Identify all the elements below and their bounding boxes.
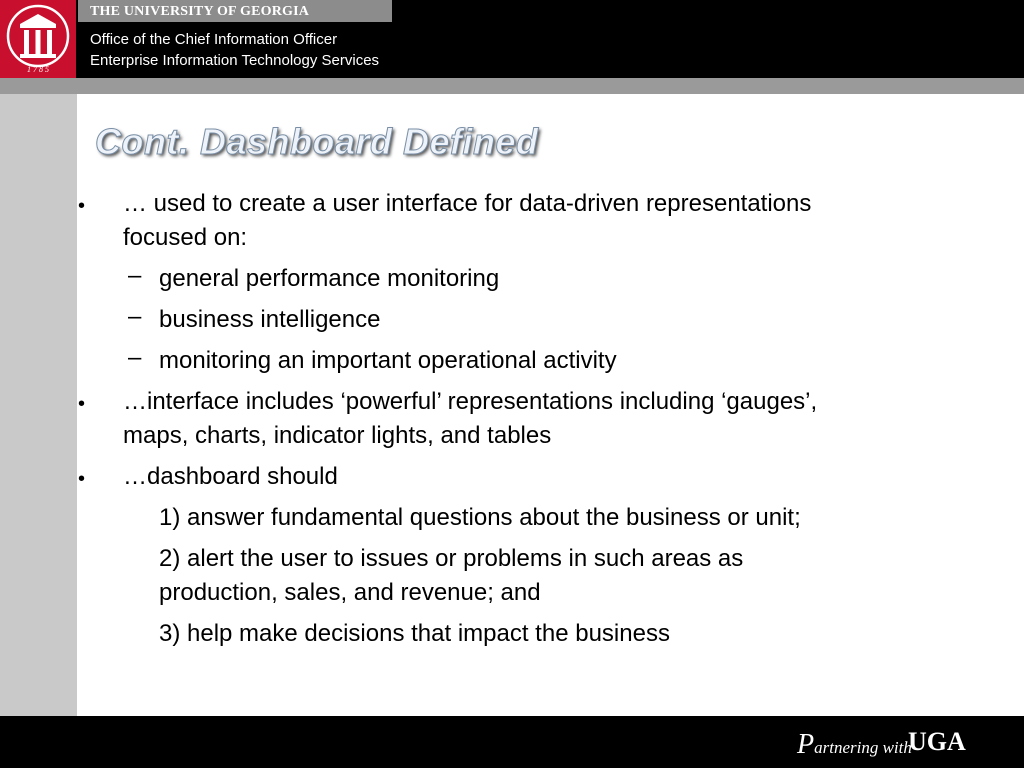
slide-title: Cont. Dashboard Defined [95,121,539,162]
script-text: artnering with [814,738,912,757]
left-margin-band [0,94,77,716]
sub-item-1: general performance monitoring [159,265,500,292]
bullet-2-line-2: maps, charts, indicator lights, and tables [123,422,552,449]
bullet-marker: • [78,393,86,415]
numbered-item-2-line-1: 2) alert the user to issues or problems in such areas as [159,545,744,572]
bullet-marker: • [78,468,86,490]
dash-marker: – [128,344,142,371]
uga-brand: UGA [908,727,966,756]
sub-item-3: monitoring an important operational activity [159,347,617,374]
bullet-1-line-1: … used to create a user interface for data-driven representations [123,190,812,217]
bullet-1-line-2: focused on: [123,224,248,251]
numbered-item-2-line-2: production, sales, and revenue; and [159,579,541,606]
dash-marker: – [128,262,142,289]
header-divider-strip [0,78,1024,94]
university-name: THE UNIVERSITY OF GEORGIA [90,4,310,19]
numbered-item-1: 1) answer fundamental questions about the business or unit; [159,504,801,531]
bullet-3-line-1: …dashboard should [123,463,338,490]
bullet-2-line-1: …interface includes ‘powerful’ representations including ‘gauges’, [123,388,818,415]
numbered-item-3: 3) help make decisions that impact the business [159,620,670,647]
partnering-script [797,729,912,761]
arch-icon [0,0,76,78]
dash-marker: – [128,303,142,330]
script-initial: P [797,729,815,760]
bullet-marker: • [78,195,86,217]
office-name: Office of the Chief Information Officer [90,31,338,48]
uga-arch-logo [0,0,76,78]
logo-year: 1 7 8 5 [27,65,49,74]
department-name: Enterprise Information Technology Services [90,52,380,69]
sub-item-2: business intelligence [159,306,381,333]
